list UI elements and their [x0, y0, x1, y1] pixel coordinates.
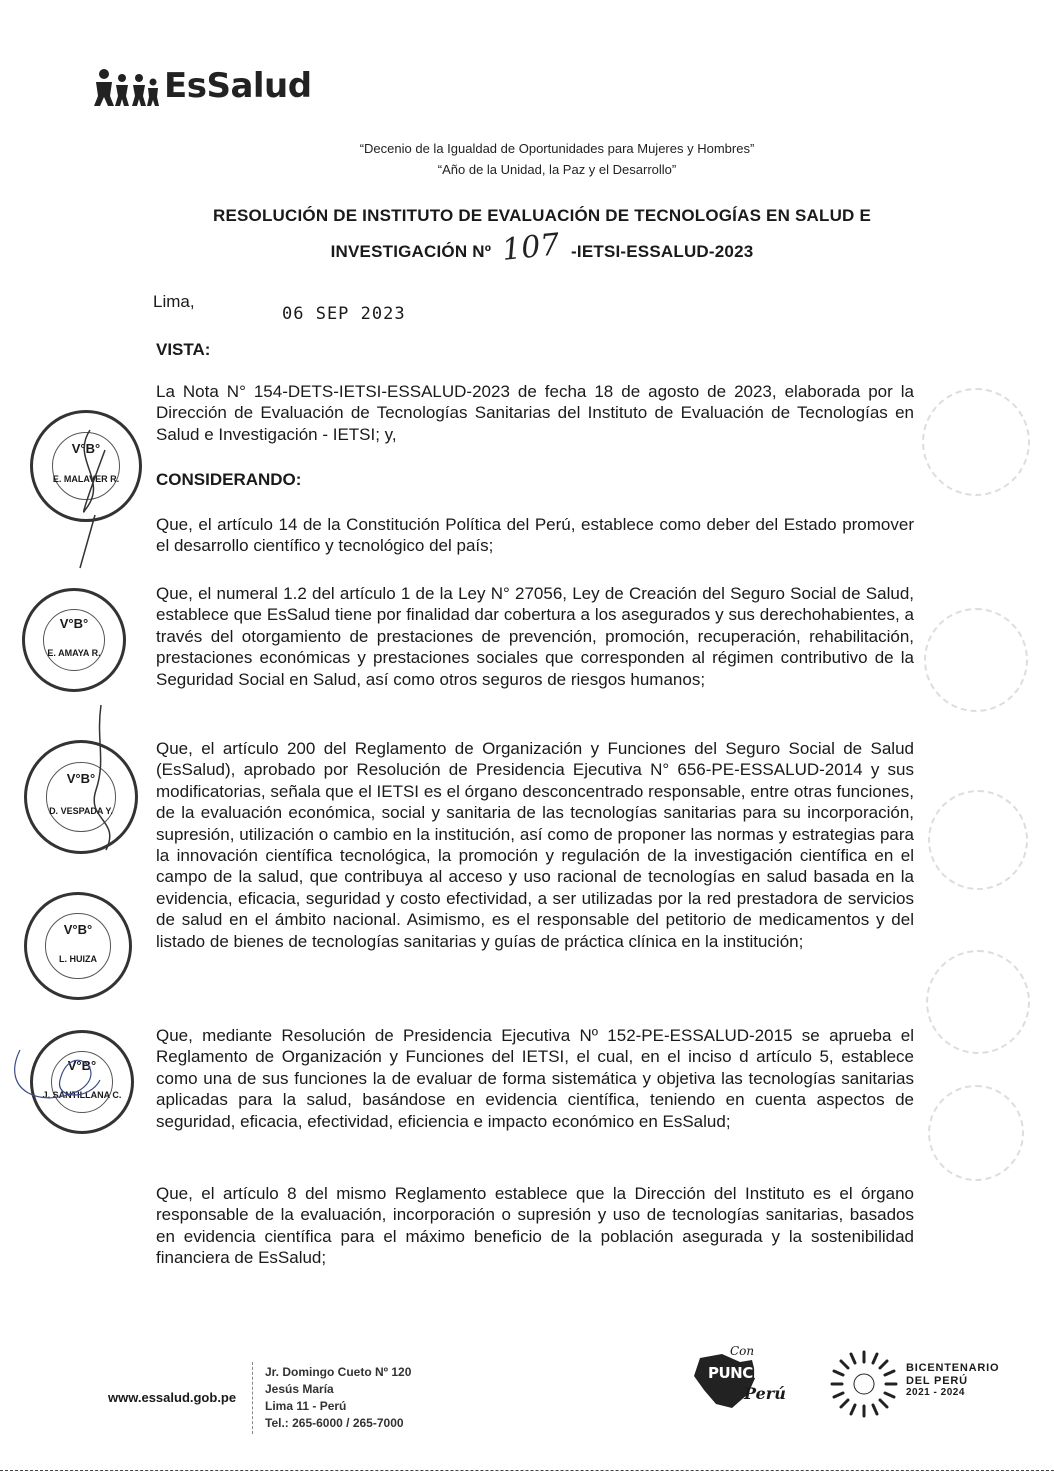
- logo-wordmark: EsSalud: [164, 66, 312, 106]
- paragraph-3: [156, 738, 914, 952]
- punche-con: Con: [730, 1344, 755, 1358]
- bicentenario-sunburst-icon: [828, 1348, 900, 1420]
- decade-slogan: “Decenio de la Igualdad de Oportunidades para Mujeres y Hombres”: [359, 141, 755, 156]
- address-line: Tel.: 265-6000 / 265-7000: [265, 1416, 404, 1430]
- bicentenario-years: 2021 - 2024: [906, 1387, 965, 1398]
- family-figures-icon: [92, 66, 160, 106]
- faded-stamp: [922, 388, 1030, 496]
- address-line: Jesús María: [265, 1382, 334, 1396]
- stamp-name: E. AMAYA R.: [47, 647, 101, 658]
- footer-address: [265, 1364, 411, 1432]
- bicentenario-line: DEL PERÚ: [906, 1374, 968, 1387]
- title-number-suffix: -IETSI-ESSALUD-2023: [571, 242, 754, 261]
- faded-stamp: [924, 608, 1028, 712]
- stamp-name: L. HUIZA: [59, 954, 97, 965]
- punche-peru: Perú: [744, 1384, 786, 1403]
- paragraph-text: Que, el artículo 200 del Reglamento de Organización y Funciones del Seguro Social de Salud (EsSalud), aprobado por Resolución de Presidencia Ejecutiva N° 656-PE-ESSALUD-2014 y sus modificatorias, señala que el IETSI es el órgano desconcentrado responsable, entre otras funciones, de la evaluación económica, social y sanitaria de las tecnologías sanitarias para su incorporación, supresión, utilización o cambio en la institución, así como de proponer las normas y estrategias para la innovación científica tecnológica, la promoción y regulación de la investigación científica en el campo de la salud, que contribuya al acceso y uso racional de tecnologías en salud basada en la evidencia, eficacia, seguridad y costo efectividad, a ser utilizadas por la red prestadora de servicios de salud en el ámbito nacional. Asimismo, es el responsable del petitorio de medicamentos y del listado de bienes de tecnologías sanitarias y guías de práctica clínica en la institución;: [156, 739, 914, 951]
- paragraph-text: Que, mediante Resolución de Presidencia Ejecutiva Nº 152-PE-ESSALUD-2015 se aprueba el Reglamento de Organización y Funciones del IETSI, el cual, en el inciso d artículo 5, establece como una de sus funciones la de evaluar de forma sistemática y objetiva las tecnologías sanitarias aplicadas para la salud, basándose en evidencia científica, teniendo en cuenta aspectos de seguridad, eficacia, efectividad, eficiencia e impacto económico en EsSalud;: [156, 1026, 914, 1131]
- vista-text: La Nota N° 154-DETS-IETSI-ESSALUD-2023 de fecha 18 de agosto de 2023, elaborada por la Dirección de Evaluación de Tecnologías Sanitarias del Instituto de Evaluación de Tecnologías en Salud e Investigación - IETSI; y,: [156, 382, 914, 444]
- paragraph-2: [156, 583, 914, 690]
- stamp-name: J. SANTILLANA C.: [42, 1089, 122, 1100]
- title-line-1: RESOLUCIÓN DE INSTITUTO DE EVALUACIÓN DE TECNOLOGÍAS EN SALUD E: [212, 206, 871, 225]
- signature-scribble: [0, 1010, 140, 1120]
- title-line-2: [30, 227, 1054, 268]
- vista-heading: VISTA:: [156, 340, 211, 359]
- considerando-heading: CONSIDERANDO:: [156, 470, 302, 489]
- faded-stamp: [928, 790, 1028, 890]
- stamp-name: E. MALAVER R.: [52, 474, 120, 485]
- approval-stamp: [22, 588, 126, 692]
- faded-stamp: [926, 950, 1030, 1054]
- paragraph-4: [156, 1025, 914, 1132]
- stamp-vb: V°B°: [59, 616, 89, 632]
- punche-word: PUNCHE: [708, 1364, 775, 1382]
- paragraph-text: Que, el artículo 8 del mismo Reglamento establece que la Dirección del Instituto es el órgano responsable de la evaluación, incorporación o supresión y uso de tecnologías sanitarias, basados en evidencia científica para el máximo beneficio de la población asegurada y la sostenibilidad financiera de EsSalud;: [156, 1184, 914, 1268]
- stamp-vb: V°B°: [71, 440, 101, 456]
- year-slogan: “Año de la Unidad, la Paz y el Desarrollo”: [437, 162, 677, 177]
- signature-scribble: [66, 700, 126, 860]
- official-year-slogans: [0, 138, 1054, 180]
- vista-paragraph: [156, 381, 914, 445]
- signature-scribble: [60, 420, 120, 570]
- con-punche-peru-logo: [682, 1346, 798, 1416]
- website-link[interactable]: www.essalud.gob.pe: [108, 1390, 237, 1405]
- title-number-prefix: INVESTIGACIÓN Nº: [330, 242, 492, 261]
- essalud-logo: [92, 66, 312, 106]
- footer-divider: [252, 1362, 254, 1434]
- paragraph-text: Que, el numeral 1.2 del artículo 1 de la Ley N° 27056, Ley de Creación del Seguro Social de Salud, establece que EsSalud tiene por finalidad dar cobertura a los asegurados y sus derechohabientes, a través del otorgamiento de prestaciones de prevención, promoción, recuperación, rehabilitación, prestaciones económicas y prestaciones sociales que corresponden al régimen contributivo de la Seguridad Social en Salud, así como otros seguros de riesgos humanos;: [156, 584, 914, 689]
- paragraph-5: [156, 1183, 914, 1269]
- faded-stamp: [928, 1085, 1024, 1181]
- page-bottom-edge: [0, 1470, 1054, 1473]
- stamp-vb: V°B°: [66, 771, 96, 787]
- place-label: Lima,: [153, 292, 195, 311]
- bicentenario-line: BICENTENARIO: [906, 1362, 1000, 1374]
- stamp-name: D. VESPADA Y.: [49, 805, 113, 816]
- approval-stamp: [24, 892, 132, 1000]
- handwritten-resolution-number: 107: [500, 227, 562, 268]
- address-line: Jr. Domingo Cueto Nº 120: [265, 1365, 412, 1379]
- stamp-vb: V°B°: [67, 1058, 97, 1074]
- address-line: Lima 11 - Perú: [265, 1399, 347, 1413]
- date-stamp: 06 SEP 2023: [282, 304, 406, 324]
- paragraph-text: Que, el artículo 14 de la Constitución Política del Perú, establece como deber del Estado promover el desarrollo científico y tecnológico del país;: [156, 515, 914, 556]
- stamp-vb: V°B°: [63, 921, 93, 937]
- resolution-title: [0, 200, 1054, 268]
- bicentenario-label: [906, 1362, 999, 1400]
- paragraph-1: [156, 514, 914, 557]
